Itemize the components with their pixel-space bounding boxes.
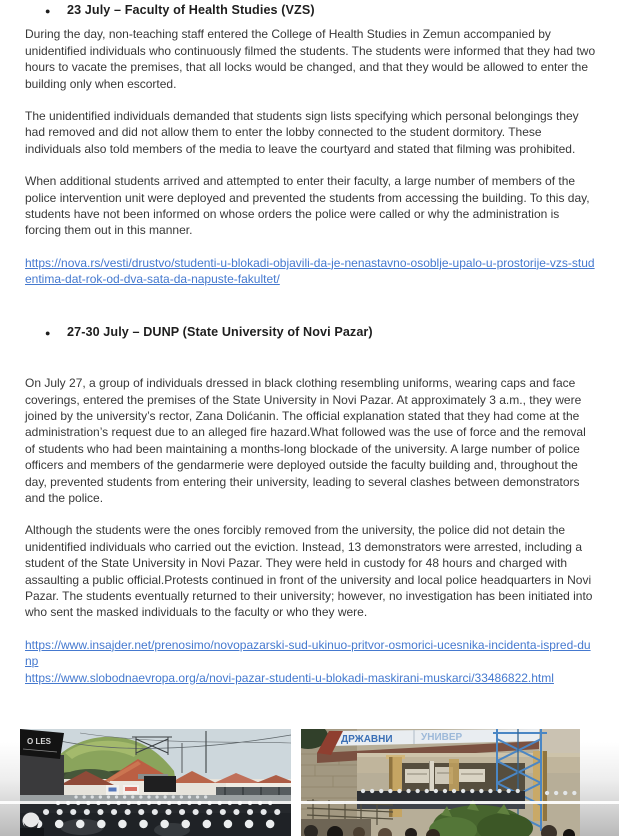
section-heading-dunp bbox=[25, 324, 597, 341]
university-sign-text-2: УНИВЕР bbox=[421, 732, 463, 743]
paragraph: On July 27, a group of individuals dressed in black clothing resembling uniforms, wearing caps and face coverings, entered the premises of the State University in Novi Pazar. At approximately 3 a.m., they were joined by the university’s rector, Zana Dolićanin. The official explanation stated that they had come at the administration’s request due to an alleged fire hazard.What followed was the use of force and the removal of students who had been maintaining a months-long blockade of the university. A large number of police officers and members of the gendarmerie were deployed outside the faculty building and, throughout the day, prevented students from entering their university, leading to several clashes between demonstrators and the police. bbox=[25, 376, 586, 505]
section-heading-text: 23 July – Faculty of Health Studies (VZS) bbox=[67, 3, 315, 17]
article-link-insajder[interactable]: https://www.insajder.net/prenosimo/novopazarski-sud-ukinuo-pritvor-osmorici-ucesnika-incidenta-ispred-dunp bbox=[25, 637, 591, 669]
paragraph: When additional students arrived and attempted to enter their faculty, a large number of members of the police intervention unit were deployed and prevented the students from accessing the building. To this day, students have not been informed on whose orders the police were called or why the administration is forcing them out in this manner. bbox=[25, 174, 590, 238]
shop-sign-text: O LES bbox=[27, 737, 52, 746]
article-link-slobodnaevropa[interactable]: https://www.slobodnaevropa.org/a/novi-pazar-studenti-u-blokadi-maskirani-muskarci/33486822.html bbox=[25, 670, 554, 685]
bullet-icon: ● bbox=[45, 327, 51, 338]
paragraph: Although the students were the ones forcibly removed from the university, the police did not detain the unidentified individuals who carried out the eviction. Instead, 13 demonstrators were arrested, including a student of the State University in Novi Pazar. They were held in custody for 48 hours and charged with assaulting a public official.Protests continued in front of the university and local police headquarters in Novi Pazar. The students eventually returned to their university; however, no investigation has been initiated into who sent the masked individuals to the faculty or who they were. bbox=[25, 523, 593, 620]
photo-police-street bbox=[20, 729, 291, 836]
page-edge-shade-left bbox=[0, 742, 20, 836]
section-heading-vzs bbox=[25, 2, 597, 19]
university-photo-svg bbox=[301, 729, 580, 836]
article-link-nova[interactable]: https://nova.rs/vesti/drustvo/studenti-u-blokadi-objavili-da-je-nenastavno-osoblje-upalo-u-prostorije-vzs-studentima-dat-rok-od-dva-sata-da-napuste-fakultet/ bbox=[25, 255, 595, 287]
section-heading-text: 27-30 July – DUNP (State University of Novi Pazar) bbox=[67, 324, 373, 339]
street-photo-svg bbox=[20, 729, 291, 836]
page-edge-shade-right bbox=[580, 742, 619, 836]
paragraph: During the day, non-teaching staff entered the College of Health Studies in Zemun accompanied by unidentified individuals who continuously filmed the students. The students were informed that they had two hours to vacate the premises, that all locks would be changed, and that they would be allowed to enter the building only when escorted. bbox=[25, 27, 596, 91]
link-paragraph bbox=[25, 637, 597, 686]
scan-artifact-line bbox=[0, 801, 619, 804]
bullet-icon: ● bbox=[45, 6, 51, 16]
link-paragraph bbox=[25, 255, 597, 288]
paragraph: The unidentified individuals demanded that students sign lists specifying which personal belongings they had removed and did not allow them to enter the lobby connected to the student dormitory. These individuals also told members of the media to leave the courtyard and stated that filming was prohibited. bbox=[25, 109, 579, 156]
university-sign-text-1: ДРЖАВНИ bbox=[341, 734, 393, 745]
photo-university-entrance bbox=[301, 729, 580, 836]
